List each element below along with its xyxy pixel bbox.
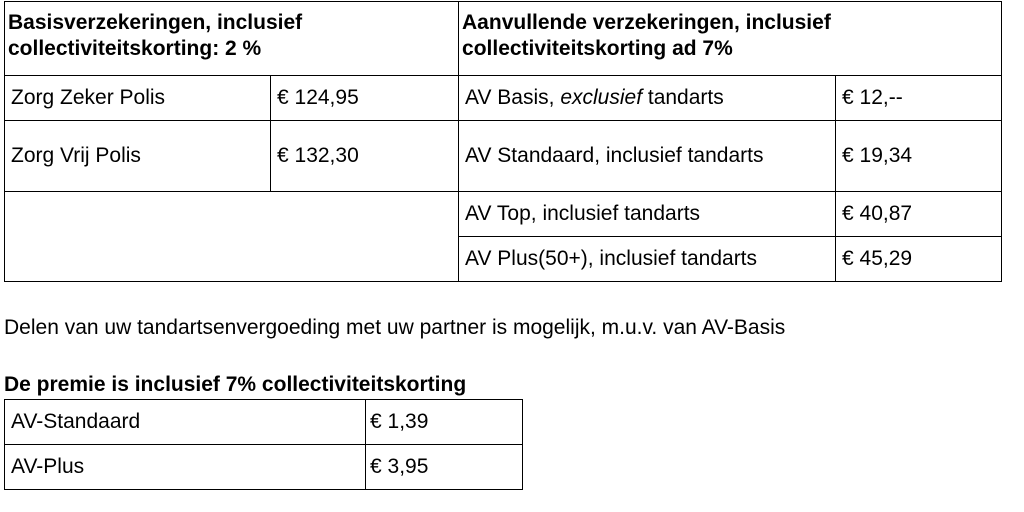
aanvullend-name-cell: AV Top, inclusief tandarts [459, 192, 836, 237]
aanvullend-name-cell: AV Plus(50+), inclusief tandarts [459, 237, 836, 282]
premie-price-cell: € 1,39 [366, 400, 523, 445]
partner-note: Delen van uw tandartsenvergoeding met uw partner is mogelijk, m.u.v. van AV-Basis [4, 316, 786, 339]
premie-title: De premie is inclusief 7% collectiviteitskorting [4, 373, 467, 396]
table-row [5, 76, 1002, 121]
premie-name-cell: AV-Plus [5, 445, 366, 490]
premie-table [4, 399, 523, 490]
insurance-table [4, 1, 1002, 282]
header-row [5, 2, 1002, 76]
aanvullend-name-prefix: AV Basis, [465, 86, 561, 109]
aanvullend-price-cell: € 19,34 [836, 121, 1002, 192]
empty-cell [5, 192, 459, 282]
aanvullend-name-cell [459, 76, 836, 121]
aanvullend-header: Aanvullende verzekeringen, inclusief collectiviteitskorting ad 7% [459, 2, 1002, 76]
premie-price-cell: € 3,95 [366, 445, 523, 490]
basis-price-cell: € 124,95 [271, 76, 459, 121]
table-row [5, 192, 1002, 237]
table-row [5, 121, 1002, 192]
premie-name-cell: AV-Standaard [5, 400, 366, 445]
aanvullend-price-cell: € 12,-- [836, 76, 1002, 121]
aanvullend-name-emphasis: exclusief [560, 86, 643, 109]
basis-price-cell: € 132,30 [271, 121, 459, 192]
aanvullend-name-suffix: tandarts [642, 86, 724, 109]
table-row [5, 445, 523, 490]
aanvullend-name-cell: AV Standaard, inclusief tandarts [459, 121, 836, 192]
basis-header: Basisverzekeringen, inclusief collectiviteitskorting: 2 % [5, 2, 459, 76]
basis-name-cell: Zorg Vrij Polis [5, 121, 271, 192]
aanvullend-price-cell: € 40,87 [836, 192, 1002, 237]
aanvullend-price-cell: € 45,29 [836, 237, 1002, 282]
basis-name-cell: Zorg Zeker Polis [5, 76, 271, 121]
table-row [5, 400, 523, 445]
